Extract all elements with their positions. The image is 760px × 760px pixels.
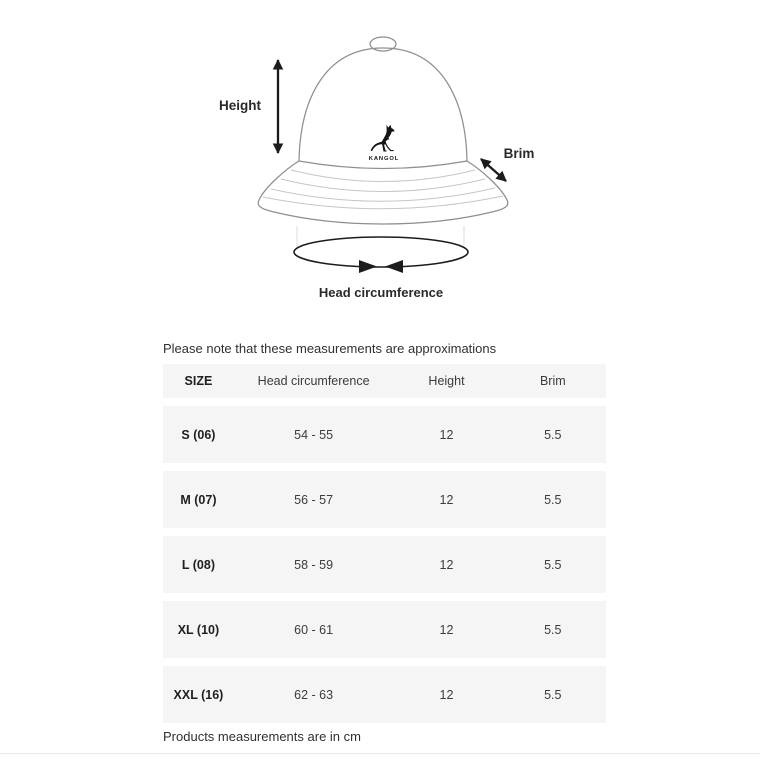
hat-crown-seam xyxy=(299,161,467,169)
brim-cell: 5.5 xyxy=(544,492,562,507)
size-cell: S (06) xyxy=(181,427,216,442)
height-label: Height xyxy=(219,98,261,113)
size-table xyxy=(163,364,606,723)
head-circumference-cell: 58 - 59 xyxy=(294,557,334,572)
bottom-divider xyxy=(0,753,760,754)
units-note: Products measurements are in cm xyxy=(163,729,361,744)
column-header-head-circumference: Head circumference xyxy=(257,374,370,388)
table-row xyxy=(163,536,606,593)
size-cell: XL (10) xyxy=(177,622,220,637)
column-header-brim: Brim xyxy=(539,374,566,388)
size-guide xyxy=(163,341,606,744)
brim-stitch-lines xyxy=(263,170,503,209)
table-row xyxy=(163,406,606,463)
head-circumference-cell: 56 - 57 xyxy=(294,492,334,507)
head-circumference-cell: 62 - 63 xyxy=(294,687,334,702)
size-cell: M (07) xyxy=(180,492,217,507)
hat-measurement-diagram xyxy=(0,0,760,322)
brim-label: Brim xyxy=(503,146,535,161)
height-cell: 12 xyxy=(439,622,454,637)
kangol-logo xyxy=(369,124,400,162)
height-cell: 12 xyxy=(439,687,454,702)
table-row xyxy=(163,471,606,528)
size-cell: XXL (16) xyxy=(173,687,224,702)
head-circumference-label: Head circumference xyxy=(318,285,444,300)
brim-cell: 5.5 xyxy=(544,557,562,572)
height-cell: 12 xyxy=(439,492,454,507)
table-row xyxy=(163,601,606,658)
brim-arrow xyxy=(481,159,506,181)
approximation-note: Please note that these measurements are approximations xyxy=(163,341,497,356)
size-cell: L (08) xyxy=(181,557,215,572)
hat-brim xyxy=(258,161,508,224)
head-circumference-cell: 54 - 55 xyxy=(294,427,334,442)
head-circumference-arrow xyxy=(294,237,468,273)
table-header-row xyxy=(163,364,606,398)
kangaroo-icon xyxy=(371,124,395,151)
brim-cell: 5.5 xyxy=(544,687,562,702)
column-header-size: SIZE xyxy=(184,374,213,388)
table-row xyxy=(163,666,606,723)
head-circumference-cell: 60 - 61 xyxy=(294,622,334,637)
brim-cell: 5.5 xyxy=(544,427,562,442)
height-cell: 12 xyxy=(439,557,454,572)
kangol-wordmark: KANGOL xyxy=(368,156,400,162)
column-header-height: Height xyxy=(428,374,465,388)
hat-diagram-svg xyxy=(0,0,760,322)
brim-cell: 5.5 xyxy=(544,622,562,637)
height-cell: 12 xyxy=(439,427,454,442)
